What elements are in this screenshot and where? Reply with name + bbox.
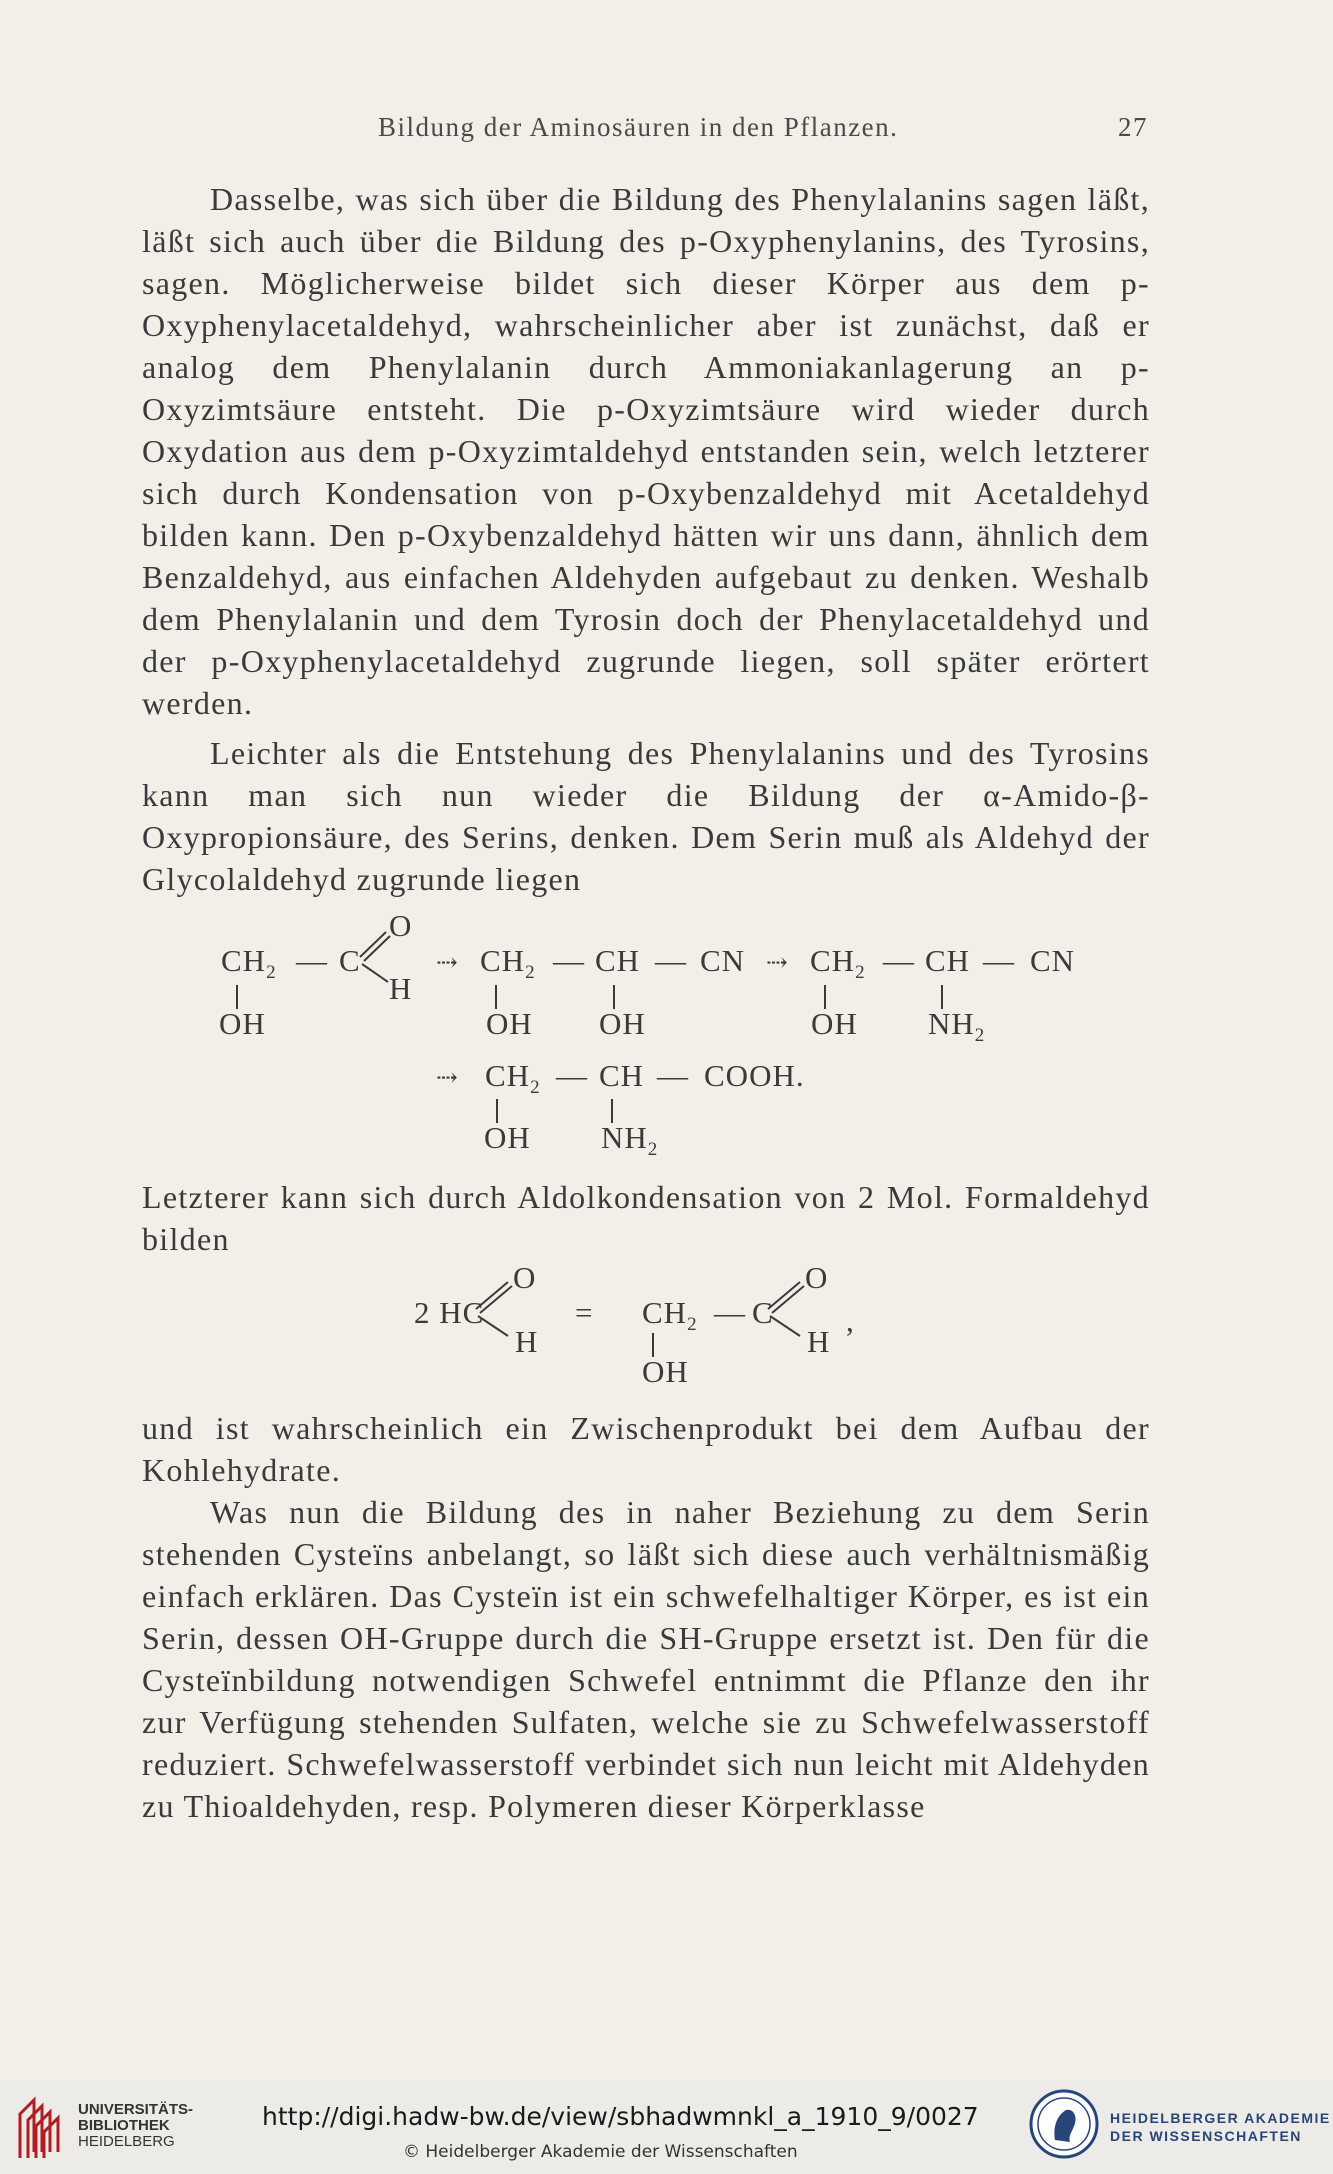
formula-comma: , bbox=[846, 1303, 855, 1338]
paragraph-cystein: Was nun die Bildung des in naher Beziehung zu dem Serin stehenden Cysteïns anbelangt, so läßt sich diese auch verhältnismäßig einfach erklären. Das Cysteïn ist ein schwefelhaltiger Körper, es ist ein Serin, dessen OH-Gruppe durch die SH-Gruppe ersetzt ist. Den für die Cysteïnbildung notwendigen Schwefel entnimmt die Pflanze den ihr zur Verfügung stehenden Sulfaten, welche sie zu Schwefelwasserstoff reduziert. Schwefelwasserstoff verbindet sich nun leicht mit Aldehyden zu Thioaldehyden, resp. Polymeren dieser Körperklasse bbox=[142, 1494, 1150, 1824]
running-title: Bildung der Aminosäuren in den Pflanzen. bbox=[378, 112, 899, 142]
paragraph-aldol: Letzterer kann sich durch Aldolkondensation von 2 Mol. Formaldehyd bilden bbox=[142, 1179, 1150, 1257]
formula-h: H bbox=[389, 971, 413, 1006]
formula-2hc: 2 HC bbox=[414, 1295, 485, 1330]
formula-oh: OH bbox=[219, 1006, 266, 1041]
academy-seal-icon bbox=[1028, 2088, 1100, 2160]
formula-bond: — bbox=[655, 943, 687, 978]
formula-cooh: COOH. bbox=[704, 1058, 805, 1093]
formula-o: O bbox=[389, 908, 413, 943]
formula-cn: CN bbox=[1030, 943, 1076, 978]
formula-equals: = bbox=[575, 1295, 594, 1330]
formula-oh: OH bbox=[599, 1006, 646, 1041]
paragraph-tyrosin: Dasselbe, was sich über die Bildung des Phenylalanins sagen läßt, läßt sich auch über die Bildung des p-Oxyphenylanins, des Tyrosins, sagen. Möglicherweise bildet sich dieser Körper aus dem p-Oxyphenylacetaldehyd, wahrscheinlicher aber ist zunächst, daß er analog dem Phenylalanin durch Ammoniakanlagerung an p-Oxyzimtsäure entsteht. Die p-Oxyzimtsäure wird wieder durch Oxydation aus dem p-Oxyzimtaldehyd entstanden sein, welch letzterer sich durch Kondensation von p-Oxybenzaldehyd mit Acetaldehyd bilden kann. Den p-Oxybenzaldehyd hätten wir uns dann, ähnlich dem Benzaldehyd, aus einfachen Aldehyden aufgebaut zu denken. Weshalb dem Phenylalanin und dem Tyrosin doch der Phenylacetaldehyd und der p-Oxyphenylacetaldehyd zugrunde liegen, soll später erörtert werden. bbox=[142, 181, 1150, 721]
formula-ch: CH bbox=[925, 943, 971, 978]
permalink-url[interactable]: http://digi.hadw-bw.de/view/sbhadwmnkl_a_1910_9/0027 bbox=[262, 2102, 979, 2131]
copyright-notice: © Heidelberger Akademie der Wissenschaften bbox=[403, 2142, 798, 2162]
formula-nh2: $NH_2$ bbox=[928, 1006, 986, 1046]
formula-ch2: $CH_2$ bbox=[221, 943, 277, 983]
formula-c: C bbox=[752, 1295, 774, 1330]
formula-ch: CH bbox=[599, 1058, 645, 1093]
reaction-arrow-icon: ⇢ bbox=[766, 948, 788, 977]
formula-ch: CH bbox=[595, 943, 641, 978]
formula-bond: — bbox=[553, 943, 585, 978]
paragraph-kohlehydrate: und ist wahrscheinlich ein Zwischenprodukt bei dem Aufbau der Kohlehydrate. bbox=[142, 1410, 1150, 1488]
formula-bond: — bbox=[983, 943, 1015, 978]
formula-bond: — bbox=[714, 1295, 746, 1330]
formula-ch2: $CH_2$ bbox=[485, 1058, 541, 1098]
formula-bond: — bbox=[883, 943, 915, 978]
formula-oh: OH bbox=[642, 1354, 689, 1389]
page-number: 27 bbox=[1118, 112, 1148, 142]
formula-bond: — bbox=[296, 943, 328, 978]
formula-bond: — bbox=[657, 1058, 689, 1093]
reaction-arrow-icon: ⇢ bbox=[436, 948, 458, 977]
formula-nh2: $NH_2$ bbox=[601, 1120, 659, 1160]
formula-oh: OH bbox=[486, 1006, 533, 1041]
paragraph-serin: Leichter als die Entstehung des Phenylalanins und des Tyrosins kann man sich nun wieder die Bildung der α-Amido-β-Oxypropionsäure, des Serins, denken. Dem Serin muß als Aldehyd der Glycolaldehyd zugrunde liegen bbox=[142, 735, 1150, 897]
formula-h: H bbox=[515, 1324, 539, 1359]
formula-cn: CN bbox=[700, 943, 746, 978]
formula-o: O bbox=[805, 1260, 829, 1295]
academy-name: HEIDELBERGER AKADEMIE DER WISSENSCHAFTEN bbox=[1110, 2110, 1331, 2144]
library-name: UNIVERSITÄTS- BIBLIOTHEK HEIDELBERG bbox=[78, 2101, 194, 2150]
formula-bond: — bbox=[556, 1058, 588, 1093]
formula-ch2: $CH_2$ bbox=[810, 943, 866, 983]
formula-oh: OH bbox=[484, 1120, 531, 1155]
reaction-arrow-icon: ⇢ bbox=[436, 1063, 458, 1092]
formula-oh: OH bbox=[811, 1006, 858, 1041]
viewer-footer bbox=[0, 2080, 1333, 2174]
formula-o: O bbox=[513, 1260, 537, 1295]
formula-ch2: $CH_2$ bbox=[480, 943, 536, 983]
formula-ch2: $CH_2$ bbox=[642, 1295, 698, 1335]
formula-h: H bbox=[807, 1324, 831, 1359]
formula-c: C bbox=[339, 943, 361, 978]
university-library-logo-icon bbox=[14, 2092, 70, 2160]
